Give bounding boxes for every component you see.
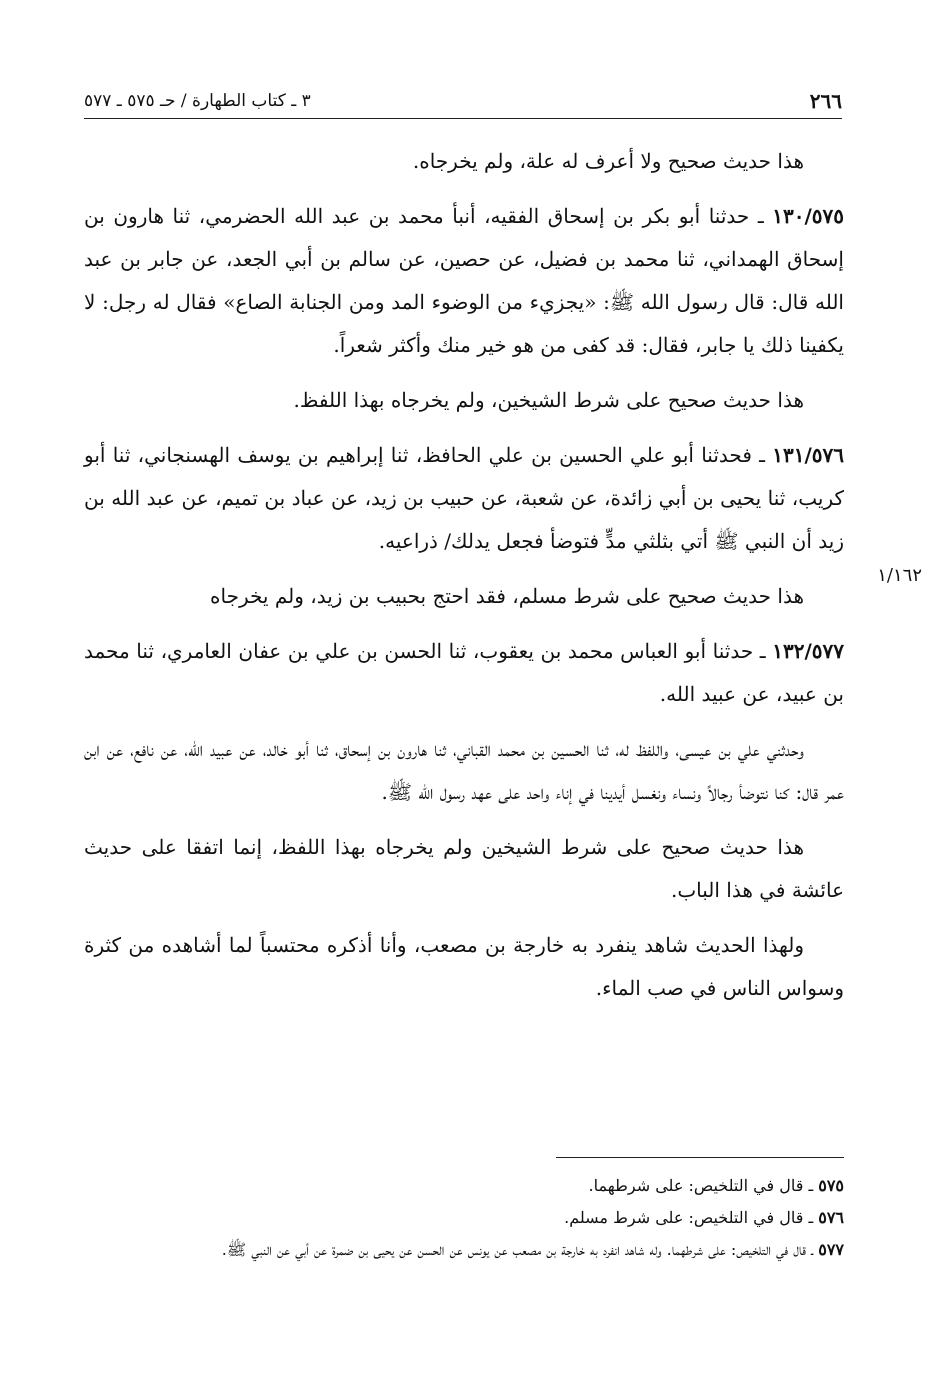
- footnote-text: ـ قال في التلخيص: على شرط مسلم.: [564, 1208, 819, 1227]
- footnote-divider: [556, 1157, 844, 1158]
- hadith-577: [84, 630, 844, 716]
- chapter-title: ٣ ـ كتاب الطهارة / حـ ٥٧٥ ـ ٥٧٧: [84, 91, 311, 111]
- main-text: [84, 140, 844, 1022]
- paragraph-1: [84, 140, 844, 183]
- hadith-text: ـ حدثنا أبو العباس محمد بن يعقوب، ثنا الحسن بن علي بن عفان العامري، ثنا محمد بن عبيد، عن عبيد الله.: [84, 639, 844, 706]
- margin-reference: ١/١٦٢: [877, 565, 922, 586]
- footnote-number: ٥٧٦: [818, 1208, 844, 1227]
- hadith-number: ١٣٠/٥٧٥: [772, 204, 844, 228]
- hadith-number: ١٣١/٥٧٦: [772, 443, 844, 467]
- hadith-575: [84, 195, 844, 367]
- footnote-number: ٥٧٥: [818, 1176, 844, 1195]
- footnote-text: ـ قال في التلخيص: على شرطهما.: [588, 1176, 819, 1195]
- hadith-text: ـ فحدثنا أبو علي الحسين بن علي الحافظ، ثنا إبراهيم بن يوسف الهسنجاني، ثنا أبو كريب، ثنا يحيى بن أبي زائدة، عن شعبة، عن حبيب بن زيد، عن عباد بن تميم، عن عبد الله بن زيد أن النبي ﷺ أتي بثلثي مدٍّ فتوضأ فجعل يدلك/ ذراعيه.: [84, 443, 844, 553]
- paragraph-5: [84, 575, 844, 618]
- hadith-text: ـ حدثنا أبو بكر بن إسحاق الفقيه، أنبأ محمد بن عبد الله الحضرمي، ثنا هارون بن إسحاق الهمداني، ثنا محمد بن فضيل، عن حصين، عن سالم بن أبي الجعد، عن جابر بن عبد الله قال: قال رسول الله ﷺ: «يجزيء من الوضوء المد ومن الجنابة الصاع» فقال له رجل: لا يكفينا ذلك يا جابر، فقال: قد كفى من هو خير منك وأكثر شعراً.: [84, 204, 844, 357]
- paragraph-text: وحدثني علي بن عيسى، واللفظ له، ثنا الحسين بن محمد القباني، ثنا هارون بن إسحاق، ثنا أبو خالد، عن عبيد الله، عن نافع، عن ابن عمر قال: كنا نتوضأ رجالاً ونساء ونغسل أيدينا في إناء واحد على عهد رسول الله ﷺ.: [84, 737, 844, 804]
- paragraph-text: ولهذا الحديث شاهد ينفرد به خارجة بن مصعب، وأنا أذكره محتسباً لما أشاهده من كثرة وسواس الناس في صب الماء.: [84, 933, 844, 1000]
- hadith-number: ١٣٢/٥٧٧: [772, 639, 844, 663]
- hadith-576: [84, 434, 844, 563]
- footnote-575: [84, 1170, 844, 1202]
- paragraph-text: هذا حديث صحيح على شرط الشيخين ولم يخرجاه بهذا اللفظ، إنما اتفقا على حديث عائشة في هذا الباب.: [84, 835, 844, 902]
- page-number: ٢٦٦: [809, 89, 842, 113]
- paragraph-9: [84, 924, 844, 1010]
- paragraph-8: [84, 826, 844, 912]
- running-header: [84, 84, 842, 119]
- paragraph-text: هذا حديث صحيح على شرط مسلم، فقد احتج بحبيب بن زيد، ولم يخرجاه: [210, 584, 804, 608]
- paragraph-text: هذا حديث صحيح على شرط الشيخين، ولم يخرجاه بهذا اللفظ.: [293, 388, 804, 412]
- footnote-576: [84, 1202, 844, 1234]
- paragraph-3: [84, 379, 844, 422]
- footnotes: [84, 1170, 844, 1266]
- paragraph-text: هذا حديث صحيح ولا أعرف له علة، ولم يخرجاه.: [412, 149, 804, 173]
- footnote-text: ـ قال في التلخيص: على شرطهما. وله شاهد انفرد به خارجة بن مصعب عن يونس عن الحسن عن يحيى بن ضمرة عن أبي عن النبي ﷺ.: [221, 1240, 819, 1259]
- paragraph-7: [84, 728, 844, 814]
- footnote-577: [84, 1234, 844, 1266]
- footnote-number: ٥٧٧: [818, 1240, 844, 1259]
